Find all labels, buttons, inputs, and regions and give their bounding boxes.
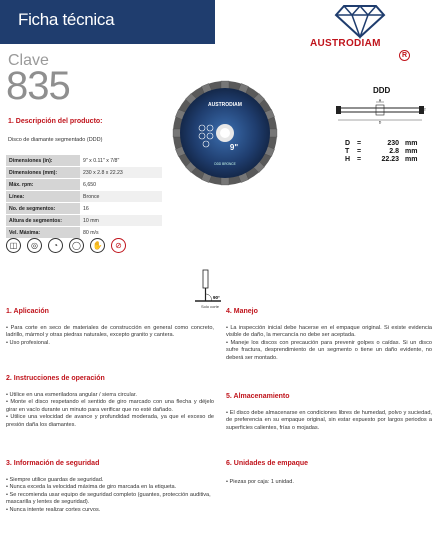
body-line: • Para corte en seco de materiales de construcción en general como concreto, ladrillo, mármol y otras piedras naturales, excepto granito y cantera. (6, 325, 214, 339)
spec-row (6, 227, 162, 239)
dimension-row-t (345, 148, 425, 156)
dimension-equals: = (357, 148, 362, 155)
spec-key: Dimensiones (in): (6, 155, 80, 167)
body-line: • Uso profesional. (6, 339, 50, 346)
spec-key: Altura de segmentos: (6, 215, 80, 227)
dimension-row-d (345, 140, 425, 148)
description-title: 1. Descripción del producto: (8, 118, 103, 125)
angle-degree: 90° (213, 295, 220, 300)
body-line: • Maneje los discos con precaución para prevenir golpes o caídas. Si un disco sufre fractura, desprendimiento de un segmento o tiene un daño evidente, no deberá ser montado. (226, 339, 432, 361)
diamond-logo-icon (334, 4, 386, 38)
body-line: • Nunca exceda la velocidad máxima de giro marcada en la etiqueta. (6, 484, 177, 491)
dimension-unit: mm (405, 156, 418, 163)
section-body-manejo (226, 325, 432, 362)
angle-label: Solo corte (201, 304, 220, 309)
goggles-icon: ◎ (27, 238, 42, 253)
section-body-almacenamiento (226, 410, 432, 432)
section-body-empaque (226, 479, 432, 486)
registered-mark: R (399, 50, 410, 61)
spec-row (6, 155, 162, 167)
disc-segment (221, 81, 229, 89)
clave-label: Clave (8, 52, 49, 69)
brand-logo-text: AUSTRODIAM (310, 38, 381, 49)
dimension-label: H (345, 156, 351, 163)
spec-key: Línea: (6, 191, 80, 203)
disc-brand-text: AUSTRODIAM (208, 102, 242, 108)
mask-icon: ◯ (69, 238, 84, 253)
ear-protection-icon: ◔ (48, 238, 63, 253)
dimension-equals: = (357, 140, 362, 147)
section-title-seguridad: 3. Información de seguridad (6, 460, 100, 467)
diagram-t-label: T (423, 108, 426, 112)
disc-segment (173, 129, 181, 137)
body-line: • Utilice una velocidad de avance y profundidad moderada, ya que el exceso de presión daña los diamantes. (6, 414, 214, 428)
section-title-empaque: 6. Unidades de empaque (226, 460, 309, 467)
section-title-almacenamiento: 5. Almacenamiento (226, 393, 290, 400)
diagram-d-label: D (378, 120, 382, 125)
clave-value: 835 (6, 64, 70, 108)
dimension-value: 22.23 (381, 156, 399, 163)
body-line: • El disco debe almacenarse en condiciones libres de humedad, polvo y suciedad, de preferencia en su empaque original, sin estar expuesto por largos periodos a superficies calientes, frías o mojadas. (226, 410, 432, 431)
dimension-value: 2.8 (389, 148, 399, 155)
spec-value: 6,650 (80, 179, 162, 191)
no-lateral-icon: ⊘ (111, 238, 126, 253)
dimension-row-h (345, 156, 425, 164)
gloves-icon: ✋ (90, 238, 105, 253)
spec-key: Dimensiones (mm): (6, 167, 80, 179)
dimension-unit: mm (405, 140, 418, 147)
disc-sub-text: DDD BRONCE (214, 162, 236, 166)
description-text: Disco de diamante segmentado (DDD) (8, 137, 103, 143)
spec-value: 16 (80, 203, 162, 215)
spec-value: 80 m/s (80, 227, 162, 239)
spec-row (6, 203, 162, 215)
section-title-aplicacion: 1. Aplicación (6, 308, 49, 315)
ddd-title: DDD (373, 86, 391, 95)
specs-table (6, 155, 162, 239)
spec-row (6, 179, 162, 191)
disc-segment (221, 177, 229, 185)
spec-row (6, 191, 162, 203)
body-line: • Piezas por caja: 1 unidad. (226, 479, 294, 485)
disc-size-text: 9" (229, 143, 239, 152)
spec-row (6, 215, 162, 227)
diagram-h-label: H (378, 98, 382, 103)
spec-key: No. de segmentos: (6, 203, 80, 215)
spec-value: 9" x 0.11" x 7/8" (80, 155, 162, 167)
dimensions-list (345, 140, 425, 164)
dimension-value: 230 (387, 140, 399, 147)
diamond-disc-image (172, 80, 278, 186)
body-line: • Siempre utilice guardas de seguridad. (6, 477, 104, 483)
spec-value: 10 mm (80, 215, 162, 227)
spec-row (6, 167, 162, 179)
page-title: Ficha técnica (18, 10, 115, 29)
section-title-manejo: 4. Manejo (226, 308, 258, 315)
section-body-aplicacion (6, 325, 214, 347)
section-body-instrucciones (6, 392, 214, 429)
dimension-label: D (345, 140, 351, 147)
dimension-label: T (345, 148, 350, 155)
spec-value: Bronce (80, 191, 162, 203)
dimension-equals: = (357, 156, 362, 163)
book-icon: ◫ (6, 238, 21, 253)
spec-key: Máx. rpm: (6, 179, 80, 191)
body-line: • Se recomienda usar equipo de seguridad completo (guantes, protección auditiva, mascarilla y lentes de seguridad). (6, 491, 211, 506)
disc-profile-diagram (336, 98, 424, 124)
disc-segment (269, 129, 277, 137)
body-line: • Monte el disco respetando el sentido de giro marcado con una flecha y déjelo girar en vacío durante un minuto para verificar que no esté dañado. (6, 399, 214, 413)
spec-value: 230 x 2.8 x 22.23 (80, 167, 162, 179)
dimension-unit: mm (405, 148, 418, 155)
section-body-seguridad (6, 477, 214, 514)
section-title-instrucciones: 2. Instrucciones de operación (6, 375, 105, 382)
body-line: • Nunca intente realizar cortes curvos. (6, 506, 101, 513)
body-line: • La inspección inicial debe hacerse en el empaque original. Si existe evidencia visible de daño, la mercancía no debe ser aceptada. (226, 325, 432, 339)
spec-key: Vel. Máxima: (6, 227, 80, 239)
body-line: • Utilice en una esmeriladora angular / sierra circular. (6, 392, 137, 398)
